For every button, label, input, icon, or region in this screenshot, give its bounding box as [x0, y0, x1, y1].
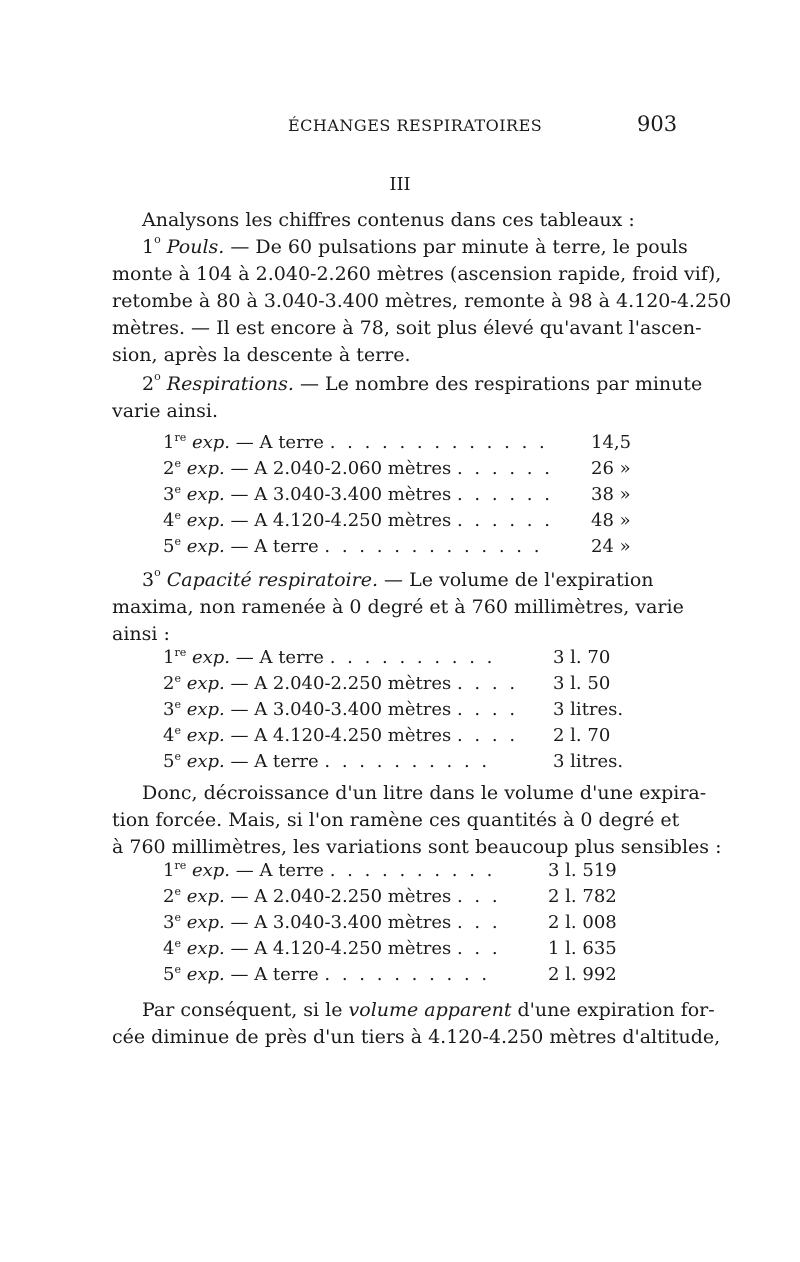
- pouls-line-2: monte à 104 à 2.040-2.260 mètres (ascension rapide, froid vif),: [112, 263, 722, 285]
- intro-line: Analysons les chiffres contenus dans ces tableaux :: [142, 209, 635, 231]
- respirations-line-2: varie ainsi.: [112, 400, 219, 422]
- capacite-line-1: 3$^o$ Capacité respiratoire. — Le volume de l'expiration: [142, 566, 654, 591]
- conclusion-line-2: cée diminue de près d'un tiers à 4.120-4.250 mètres d'altitude,: [112, 1026, 721, 1048]
- respirations-title: Respirations.: [166, 373, 294, 395]
- running-head: ÉCHANGES RESPIRATOIRES: [288, 116, 543, 135]
- donc-line-3: à 760 millimètres, les variations sont beaucoup plus sensibles :: [112, 836, 722, 858]
- page-number: 903: [637, 112, 678, 136]
- capacite-line-3: ainsi :: [112, 623, 170, 645]
- donc-line-2: tion forcée. Mais, si l'on ramène ces quantités à 0 degré et: [112, 809, 680, 831]
- paragraph-respirations: [112, 370, 703, 425]
- capacite-title: Capacité respiratoire.: [166, 569, 379, 591]
- section-heading: III: [389, 174, 411, 195]
- volume-apparent-emphasis: volume apparent: [348, 999, 512, 1021]
- pouls-title: Pouls.: [166, 236, 225, 258]
- respirations-line-1: 2$^o$ Respirations. — Le nombre des respirations par minute: [142, 370, 703, 395]
- paragraph-capacite: [112, 567, 682, 648]
- conclusion-line-1: Par conséquent, si le volume apparent d'une expiration for-: [142, 999, 715, 1021]
- pouls-line-5: sion, après la descente à terre.: [112, 344, 411, 366]
- paragraph-pouls: [112, 207, 732, 369]
- paragraph-conclusion: [112, 997, 721, 1051]
- pouls-line-3: retombe à 80 à 3.040-3.400 mètres, remonte à 98 à 4.120-4.250: [112, 290, 732, 312]
- capacite-line-2: maxima, non ramenée à 0 degré et à 760 millimètres, varie: [112, 596, 684, 618]
- donc-line-1: Donc, décroissance d'un litre dans le volume d'une expira-: [142, 782, 707, 804]
- pouls-line-1: 1$^o$ Pouls. — De 60 pulsations par minute à terre, le pouls: [142, 233, 688, 258]
- page-header: [0, 112, 800, 142]
- pouls-line-4: mètres. — Il est encore à 78, soit plus élevé qu'avant l'ascen-: [112, 317, 702, 339]
- paragraph-donc: [112, 780, 722, 861]
